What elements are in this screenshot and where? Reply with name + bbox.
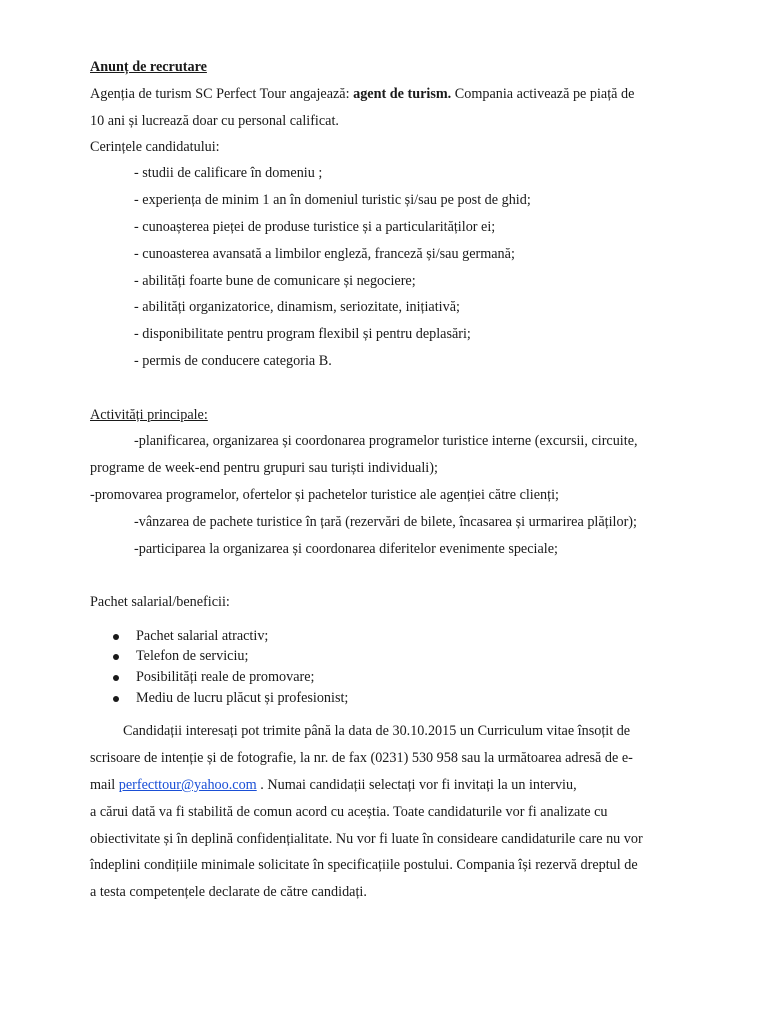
activity-line: -planificarea, organizarea și coordonarea programelor turistice interne (excursii, circuite,	[134, 433, 638, 449]
bullet-icon	[113, 696, 119, 702]
requirement-item: - experiența de minim 1 an în domeniul turistic și/sau pe post de ghid;	[134, 192, 531, 208]
closing-line: scrisoare de intenție și de fotografie, la nr. de fax (0231) 530 958 sau la următoarea adresă de e-	[90, 750, 633, 766]
bullet-icon	[113, 675, 119, 681]
closing-text: . Numai candidații selectați vor fi invitați la un interviu,	[256, 777, 577, 793]
closing-line: obiectivitate și în deplină confidențialitate. Nu vor fi luate în consideare candidaturile care nu vor	[90, 831, 643, 847]
activities-heading: Activități principale:	[90, 407, 208, 423]
email-link[interactable]: perfecttour@yahoo.com	[118, 777, 257, 793]
benefits-heading: Pachet salarial/beneficii:	[90, 594, 230, 610]
requirement-item: - permis de conducere categoria B.	[134, 353, 332, 369]
requirements-heading: Cerințele candidatului:	[90, 139, 220, 155]
closing-text: mail	[90, 777, 119, 793]
benefit-item: Posibilități reale de promovare;	[136, 669, 315, 685]
benefit-item: Mediu de lucru plăcut și profesionist;	[136, 690, 349, 706]
intro-line-2: 10 ani și lucrează doar cu personal calificat.	[90, 113, 339, 129]
job-title: agent de turism.	[353, 86, 452, 102]
intro-text-a: Agenția de turism SC Perfect Tour angajează:	[90, 86, 354, 102]
closing-line: a cărui dată va fi stabilită de comun acord cu aceștia. Toate candidaturile vor fi analizate cu	[90, 804, 608, 820]
closing-line: a testa competențele declarate de către candidați.	[90, 884, 367, 900]
requirement-item: - disponibilitate pentru program flexibil și pentru deplasări;	[134, 326, 471, 342]
page-title: Anunț de recrutare	[90, 59, 207, 75]
closing-line-email	[90, 777, 577, 794]
requirement-item: - cunoașterea pieței de produse turistice și a particularităților ei;	[134, 219, 496, 235]
benefit-item: Pachet salarial atractiv;	[136, 628, 269, 644]
requirement-item: - studii de calificare în domeniu ;	[134, 165, 323, 181]
requirement-item: - abilități organizatorice, dinamism, seriozitate, inițiativă;	[134, 299, 460, 315]
intro-line-1	[90, 86, 634, 103]
activity-line: programe de week-end pentru grupuri sau turiști individuali);	[90, 460, 438, 476]
requirement-item: - cunoasterea avansată a limbilor engleză, franceză și/sau germană;	[134, 246, 515, 262]
activity-line: -promovarea programelor, ofertelor și pachetelor turistice ale agenției către clienți;	[90, 487, 559, 503]
bullet-icon	[113, 654, 119, 660]
bullet-icon	[113, 634, 119, 640]
closing-line: Candidații interesați pot trimite până la data de 30.10.2015 un Curriculum vitae însoțit de	[123, 723, 631, 739]
intro-text-c: Compania activează pe piață de	[451, 86, 635, 102]
activity-line: -vânzarea de pachete turistice în țară (rezervări de bilete, încasarea și urmarirea plăților);	[134, 514, 637, 530]
benefit-item: Telefon de serviciu;	[136, 648, 249, 664]
activity-line: -participarea la organizarea și coordonarea diferitelor evenimente speciale;	[134, 541, 558, 557]
closing-line: îndeplini condițiile minimale solicitate în specificațiile postului. Compania își rezervă dreptul de	[90, 857, 638, 873]
requirement-item: - abilități foarte bune de comunicare și negociere;	[134, 273, 416, 289]
